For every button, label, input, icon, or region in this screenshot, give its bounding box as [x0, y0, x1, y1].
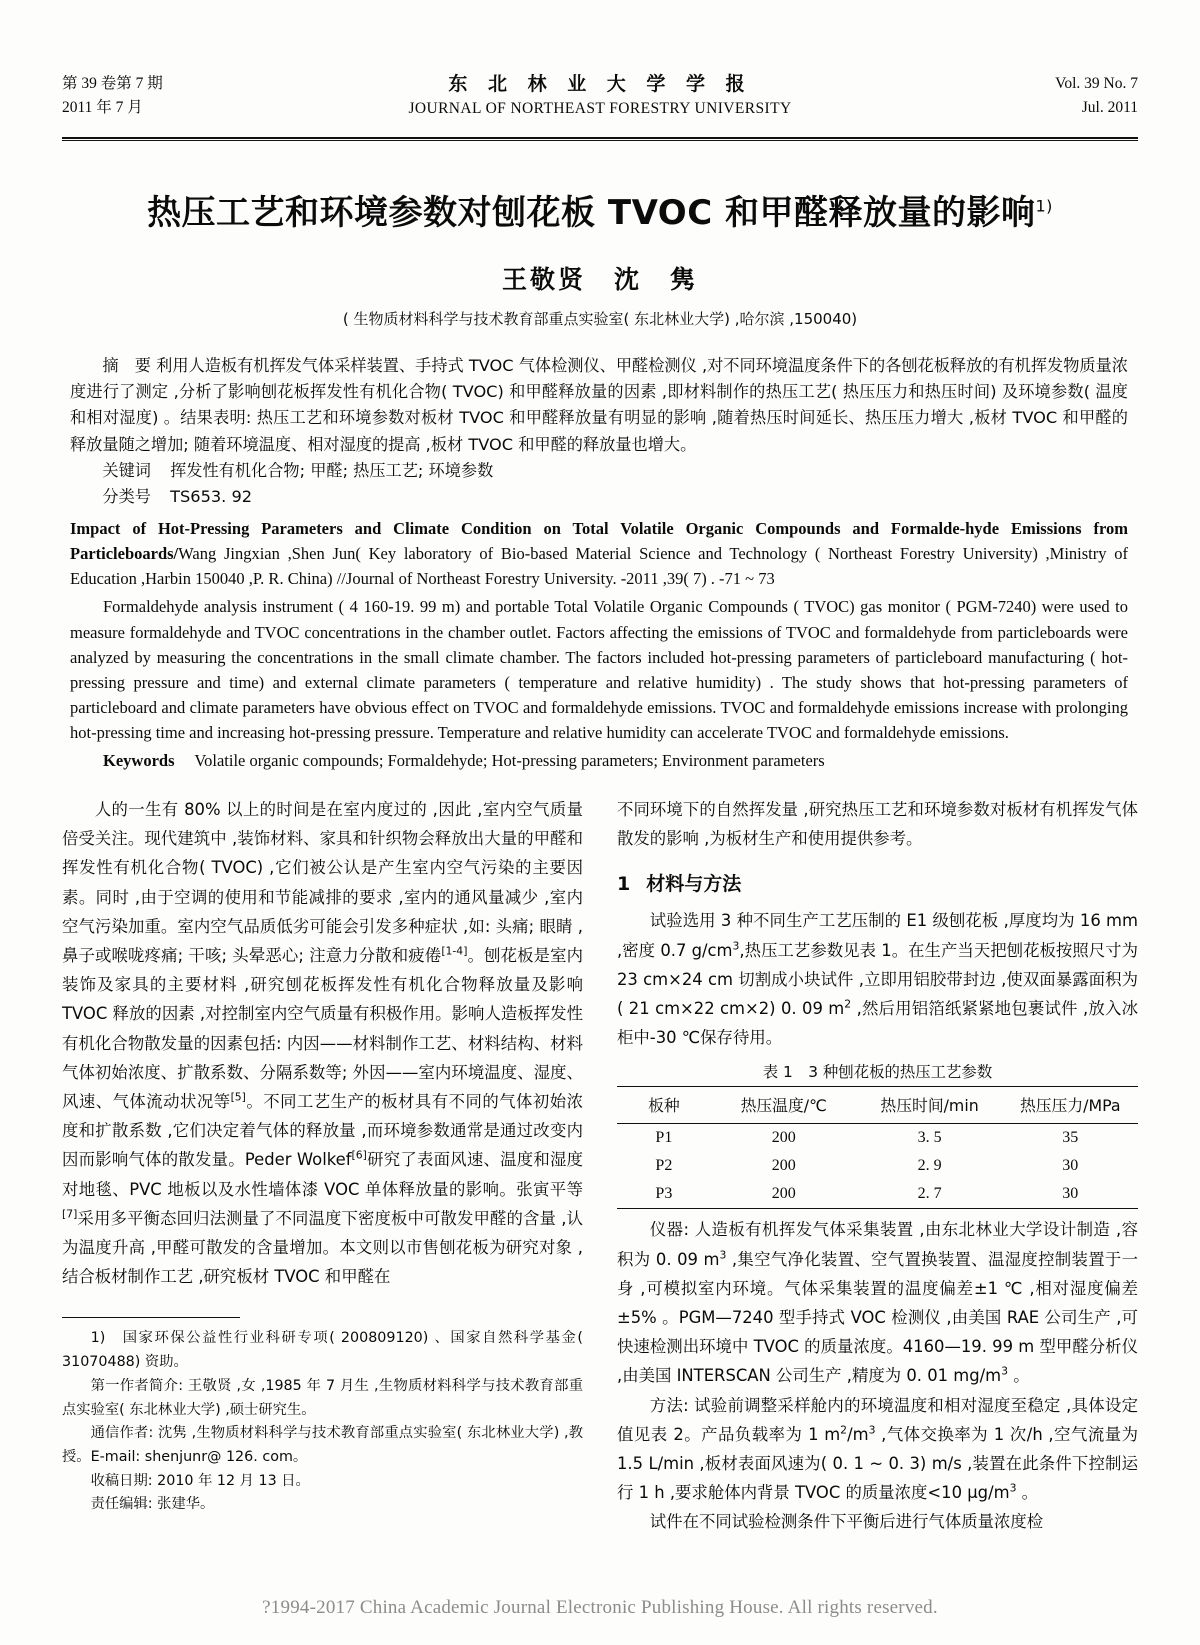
- footnote-editor: 责任编辑: 张建华。: [90, 1496, 215, 1513]
- table1-r2-c2: 2. 7: [917, 1185, 942, 1203]
- intro-text-4: 研究了表面风速、温度和湿度对地毯、PVC 地板以及水性墙体漆 VOC 单体释放量的影响。张寅平等: [62, 1150, 583, 1199]
- method-text-c: ,气体交换率为 1 次/h ,空气流量为 1.5 L/min ,板材表面风速为( 0. 1 ~ 0. 3) m/s ,装置在此条件下控制运行 1 h ,要求舱体内背景 TVOC 的质量浓度<10 μg/m: [617, 1424, 1138, 1503]
- footnote-block: [62, 1317, 583, 1517]
- clc-row: [70, 484, 1128, 510]
- method-last-paragraph: 试件在不同试验检测条件下平衡后进行气体质量浓度检: [649, 1512, 1044, 1532]
- page-title: [62, 193, 1138, 234]
- table1-col-pressure: 热压压力/MPa: [1019, 1096, 1121, 1116]
- footnote-first-author: 第一作者简介: 王敬贤 ,女 ,1985 年 7 月生 ,生物质材料科学与技术教育部重点实验室( 东北林业大学) ,硕士研究生。: [62, 1377, 583, 1418]
- table1-col-temperature: 热压温度/℃: [740, 1096, 827, 1116]
- superscript-cubic-1: 3: [732, 939, 740, 953]
- table1-r1-c1: 200: [771, 1157, 796, 1175]
- article-title-cn: 热压工艺和环境参数对刨花板 TVOC 和甲醛释放量的影响: [147, 193, 1036, 233]
- table-row: [617, 1152, 1138, 1180]
- table-header-row: [617, 1087, 1138, 1124]
- article-title-en: Impact of Hot-Pressing Parameters and Climate Condition on Total Volatile Organic Compounds and Formalde-hyde Emissions from Particleboards/: [70, 519, 1128, 563]
- intro-text-2: 。刨花板是室内装饰及家具的主要材料 ,研究刨花板挥发性有机化合物释放量及影响 TVOC 释放的因素 ,对控制室内空气质量有积极作用。影响人造板挥发性有机化合物散发量的因素包括: 内因——材料制作工艺、材料结构、材料气体初始浓度、扩散系数、分隔系数等; 外因——室内环境温度、湿度、风速、气体流动状况等: [62, 946, 584, 1112]
- table1: [617, 1086, 1138, 1209]
- table1-r1-c2: 2. 9: [917, 1157, 942, 1175]
- section-heading-1: [617, 869, 1138, 896]
- keywords-en-row: [70, 748, 1128, 773]
- table1-r2-c0: P3: [655, 1185, 673, 1203]
- footnote-corresponding-author: 通信作者: 沈隽 ,生物质材料科学与技术教育部重点实验室( 东北林业大学) ,教授。E-mail: shenjunr@ 126. com。: [62, 1425, 583, 1466]
- citation-ref-1: [1-4]: [441, 944, 468, 958]
- body-columns: [62, 795, 1138, 1537]
- clc-label: 分类号: [102, 486, 151, 506]
- instrument-text-b: ,集空气净化装置、空气置换装置、温湿度控制装置于一身 ,可模拟室内环境。气体采集装置的温度偏差±1 ℃ ,相对湿度偏差±5% 。PGM—7240 型手持式 VOC 检测仪 ,由美国 RAE 公司生产 ,可快速检测出环境中 TVOC 的质量浓度。4160—19. 99 m 型甲醛分析仪 ,由美国 INTERSCAN 公司生产 ,精度为 0. 01 mg/m: [617, 1249, 1139, 1386]
- keywords-text-cn: 挥发性有机化合物; 甲醛; 热压工艺; 环境参数: [170, 460, 494, 480]
- keywords-cn-row: [70, 458, 1128, 484]
- table1-r2-c1: 200: [771, 1185, 796, 1203]
- table1-col-board-type: 板种: [648, 1096, 680, 1116]
- journal-title-en: JOURNAL OF NORTHEAST FORESTRY UNIVERSITY: [408, 99, 792, 117]
- abstract-text-cn: 利用人造板有机挥发气体采样装置、手持式 TVOC 气体检测仪、甲醛检测仪 ,对不同环境温度条件下的各刨花板释放的有机挥发物质量浓度进行了测定 ,分析了影响刨花板挥发性有机化合物( TVOC) 和甲醛释放量的因素 ,即材料制作的热压工艺( 热压压力和热压时间) 及环境参数( 温度和相对湿度) 。结果表明: 热压工艺和环境参数对板材 TVOC 和甲醛释放量有明显的影响 ,随着热压时间延长、热压压力增大 ,板材 TVOC 和甲醛的释放量随之增加; 随着环境温度、相对湿度的提高 ,板材 TVOC 和甲醛的释放量也增大。: [70, 355, 1128, 454]
- section-number-1: 1: [617, 873, 631, 896]
- materials-text-a: 试验选用 3 种不同生产工艺压制的 E1 级刨花板 ,厚度均为 16 mm ,密度 0.7 g/cm: [617, 911, 1138, 960]
- table-row: [617, 1124, 1138, 1153]
- table-row: [617, 1180, 1138, 1209]
- superscript-square-1: 2: [844, 997, 852, 1011]
- left-column: [62, 795, 583, 1537]
- superscript-cubic-3: 3: [1001, 1364, 1009, 1378]
- materials-text-b: ,热压工艺参数见表 1。在生产当天把刨花板按照尺寸为 23 cm×24 cm 切割成小块试件 ,立即用铝胶带封边 ,使双面暴露面积为( 21 cm×22 cm×2) 0. 09 m: [617, 940, 1138, 1019]
- citation-ref-6: [6]: [351, 1148, 367, 1162]
- table1-r0-c1: 200: [771, 1129, 796, 1147]
- method-paragraph: [617, 1391, 1138, 1508]
- intro-text-1: 人的一生有 80% 以上的时间是在室内度过的 ,因此 ,室内空气质量倍受关注。现代建筑中 ,装饰材料、家具和针织物会释放出大量的甲醛和挥发性有机化合物( TVOC) ,它们被公认是产生室内空气污染的主要因素。同时 ,由于空调的使用和节能减排的要求 ,室内的通风量减少 ,室内空气污染加重。室内空气品质低劣可能会引发多种症状 ,如: 头痛; 眼睛 ,鼻子或喉咙疼痛; 干咳; 头晕恶心; 注意力分散和疲倦: [62, 800, 583, 966]
- method-text-a: 方法: 试验前调整采样舱内的环境温度和相对湿度至稳定 ,具体设定值见表 2。产品负载率为 1 m: [617, 1395, 1138, 1444]
- footnote-received-date: 收稿日期: 2010 年 12 月 13 日。: [90, 1472, 310, 1489]
- abstract-cn: [70, 353, 1128, 458]
- right-column: [617, 795, 1138, 1537]
- intro-paragraph: [62, 795, 583, 1291]
- footnote-divider: [62, 1317, 240, 1318]
- citation-ref-5: [5]: [230, 1090, 246, 1104]
- copyright-notice: ?1994-2017 China Academic Journal Electronic Publishing House. All rights reserved.: [262, 1597, 938, 1618]
- intro-text-3: 。不同工艺生产的板材具有不同的气体初始浓度和扩散系数 ,它们决定着气体的释放量 ,而环境参数通常是通过改变内因而影响气体的散发量。Peder Wolkef: [62, 1092, 584, 1170]
- masthead-left: [62, 72, 292, 120]
- materials-paragraph: [617, 906, 1138, 1052]
- author-list: 王敬贤 沈 隽: [501, 264, 698, 294]
- instrument-text-a: 仪器: 人造板有机挥发气体采集装置 ,由东北林业大学设计制造 ,容积为 0. 09 m: [617, 1220, 1138, 1269]
- masthead-center: [292, 72, 908, 120]
- table1-r0-c0: P1: [655, 1129, 673, 1147]
- table1-r0-c2: 3. 5: [917, 1129, 942, 1147]
- intro-text-5: 采用多平衡态回归法测量了不同温度下密度板中可散发甲醛的含量 ,认为温度升高 ,甲醛可散发的含量增加。本文则以市售刨花板为研究对象 ,结合板材制作工艺 ,研究板材 TVOC 和甲醛在: [62, 1208, 583, 1287]
- affiliation: ( 生物质材料科学与技术教育部重点实验室( 东北林业大学) ,哈尔滨 ,150040): [342, 309, 858, 328]
- table1-body: [617, 1124, 1138, 1209]
- date-en: Jul. 2011: [1081, 99, 1138, 117]
- intro-continuation: 不同环境下的自然挥发量 ,研究热压工艺和环境参数对板材有机挥发气体散发的影响 ,为板材生产和使用提供参考。: [617, 800, 1138, 849]
- abstract-text-en: Formaldehyde analysis instrument ( 4 160-19. 99 m) and portable Total Volatile Organic Compounds ( TVOC) gas monitor ( PGM-7240) were used to measure formaldehyde and TVOC concentrations in the chamber outlet. Factors affecting the emissions of TVOC and formaldehyde from particleboards were analyzed by measuring the concentrations in the small climate chamber. The factors included hot-pressing parameters of particleboard manufacturing ( hot-pressing pressure and time) and external climate parameters ( temperature and relative humidity) . The study shows that hot-pressing parameters of particleboard and climate parameters have obvious effect on TVOC and formaldehyde emissions. TVOC and formaldehyde emissions increase with prolonging hot-pressing time and increasing hot-pressing pressure. Temperature and relative humidity can accelerate TVOC and formaldehyde emissions.: [70, 597, 1128, 742]
- table1-r1-c3: 30: [1062, 1157, 1079, 1175]
- materials-text-c: ,然后用铝箔纸紧紧地包裹试件 ,放入冰柜中-30 ℃保存待用。: [617, 999, 1138, 1048]
- method-text-b: /m: [847, 1424, 869, 1444]
- masthead-right: [908, 72, 1138, 120]
- title-footnote-marker: 1): [1035, 196, 1053, 216]
- keywords-text-en: Volatile organic compounds; Formaldehyde; Hot-pressing parameters; Environment parameters: [194, 750, 825, 770]
- instrument-paragraph: [617, 1215, 1138, 1390]
- table1-header: [617, 1087, 1138, 1124]
- clc-number: TS653. 92: [170, 486, 253, 506]
- superscript-square-2: 2: [840, 1423, 848, 1437]
- journal-title-cn: 东 北 林 业 大 学 学 报: [448, 73, 752, 95]
- method-text-d: 。: [1016, 1483, 1039, 1503]
- instrument-text-c: 。: [1008, 1366, 1030, 1386]
- superscript-cubic-2: 3: [719, 1248, 727, 1262]
- table1-col-time: 热压时间/min: [880, 1096, 979, 1116]
- keywords-label-en: Keywords: [103, 750, 175, 770]
- article-byline-en: Wang Jingxian ,Shen Jun( Key laboratory of Bio-based Material Science and Technology ( Northeast Forestry University) ,Ministry of Education ,Harbin 150040 ,P. R. China) //Journal of Northeast Forestry University. -2011 ,39( 7) . -71 ~ 73: [70, 543, 1128, 588]
- table1-caption: 表 1 3 种刨花板的热压工艺参数: [762, 1063, 993, 1082]
- superscript-cubic-5: 3: [1009, 1481, 1017, 1495]
- date-cn: 2011 年 7 月: [62, 99, 143, 117]
- footnote-funding: 1) 国家环保公益性行业科研专项( 200809120) 、国家自然科学基金( 31070488) 资助。: [62, 1330, 583, 1371]
- abstract-section: [62, 353, 1138, 773]
- citation-ref-7: [7]: [62, 1207, 78, 1221]
- keywords-label-cn: 关键词: [102, 460, 151, 480]
- section-title-1: 材料与方法: [646, 873, 742, 896]
- masthead-divider: [62, 137, 1138, 141]
- abstract-en-heading: [70, 517, 1128, 591]
- superscript-cubic-4: 3: [868, 1423, 876, 1437]
- abstract-label-cn: 摘 要: [102, 355, 151, 375]
- table1-r0-c3: 35: [1062, 1129, 1079, 1147]
- table1-r1-c0: P2: [655, 1157, 673, 1175]
- volume-issue-cn: 第 39 卷第 7 期: [62, 75, 163, 92]
- volume-issue-en: Vol. 39 No. 7: [1055, 75, 1138, 92]
- masthead: [62, 72, 1138, 134]
- table1-r2-c3: 30: [1062, 1185, 1079, 1203]
